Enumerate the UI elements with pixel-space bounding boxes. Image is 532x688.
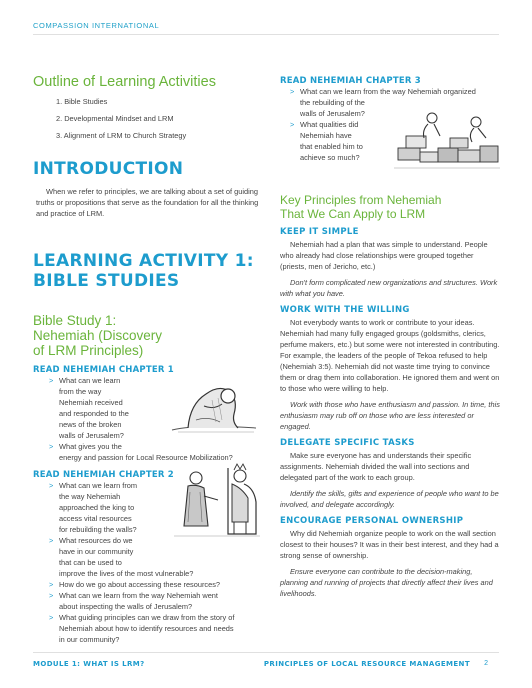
left-column xyxy=(33,60,263,645)
outline-item: 2. Developmental Mindset and LRM xyxy=(56,114,174,123)
chevron-right-icon: > xyxy=(49,536,54,545)
page-number: 2 xyxy=(484,660,488,667)
intro-text: When we refer to principles, we are talking about a set of guiding truths or propositions that serve as the foundation for all the thinking and practice of LRM. xyxy=(36,187,259,218)
principle-text: Make sure everyone has and understands their specific assignments. Nehemiah divided the wall into sections and delegated part of the work to each group. xyxy=(280,451,472,482)
principle-heading: KEEP IT SIMPLE xyxy=(280,227,359,237)
intro-title: INTRODUCTION xyxy=(33,159,184,179)
outline-item: 1. Bible Studies xyxy=(56,97,108,106)
learning-activity-title-line2: BIBLE STUDIES xyxy=(33,271,180,291)
key-principles-title-line2: That We Can Apply to LRM xyxy=(280,207,426,221)
chapter2-heading: READ NEHEMIAH CHAPTER 2 xyxy=(33,470,174,480)
nehemiah-mourning-illustration xyxy=(168,370,260,438)
bible-study-title xyxy=(33,313,263,358)
principle-takeaway: Don't form complicated new organizations and structures. Work with what you have. xyxy=(280,278,498,298)
principle-text: Why did Nehemiah organize people to work on the wall section closest to their houses? It was in their best interest, and they had a strong sense of ownership. xyxy=(280,529,499,560)
principle-section xyxy=(280,227,500,299)
nehemiah-before-king-illustration xyxy=(170,462,262,540)
principle-section xyxy=(280,438,500,510)
outline-title: Outline of Learning Activities xyxy=(33,74,216,90)
chevron-right-icon: > xyxy=(290,87,295,96)
principle-takeaway: Ensure everyone can contribute to the decision-making, planning and running of projects that directly affect their lives and livelihoods. xyxy=(280,567,493,598)
question-item: > What can we learn from the way Nehemiah approached the king to access vital resources for rebuilding the walls? xyxy=(49,481,138,534)
bible-study-title-line2: Nehemiah (Discovery xyxy=(33,328,163,343)
question-item: > What can we learn from the way Nehemiah organized the rebuilding of the walls of Jerusalem? xyxy=(290,87,476,118)
question-item: > What guiding principles can we draw from the story of Nehemiah about how to identify resources and needs in our community? xyxy=(49,613,235,644)
principle-text: Nehemiah had a plan that was simple to understand. People who already had close relationships were grouped together (priests, men of Jericho, etc.) xyxy=(280,240,488,271)
question-item: > What qualities did Nehemiah have that enabled him to achieve so much? xyxy=(290,120,363,162)
learning-activity-title xyxy=(33,251,263,291)
chevron-right-icon: > xyxy=(49,613,54,622)
question-item: > What gives you the energy and passion for Local Resource Mobilization? xyxy=(49,442,233,462)
principle-takeaway: Identify the skills, gifts and experience of people who want to be involved, and delegate accordingly. xyxy=(280,489,499,509)
principle-heading: ENCOURAGE PERSONAL OWNERSHIP xyxy=(280,516,464,526)
chapter1-heading: READ NEHEMIAH CHAPTER 1 xyxy=(33,365,174,375)
chevron-right-icon: > xyxy=(49,376,54,385)
header-divider xyxy=(33,34,499,35)
principle-text: Not everybody wants to work or contribute to your ideas. Nehemiah had many fully engaged groups (goldsmiths, clerics, perfume makers, etc.) but some were not interested in contributing. For example, the leaders of the people of Tekoa refused to help (Nehemiah 3:5). Nehemiah did not waste time trying to convince them or drag them into collaboration. He ignored them and went on to those who were willing to help. xyxy=(280,318,500,393)
chevron-right-icon: > xyxy=(49,580,54,589)
header-org: COMPASSION INTERNATIONAL xyxy=(33,21,160,30)
key-principles-title-line1: Key Principles from Nehemiah xyxy=(280,193,442,207)
chevron-right-icon: > xyxy=(49,591,54,600)
learning-activity-title-line1: LEARNING ACTIVITY 1: xyxy=(33,251,254,271)
question-item: > How do we go about accessing these resources? xyxy=(49,580,221,589)
question-item: > What resources do we have in our community that can be used to improve the lives of the most vulnerable? xyxy=(49,536,194,578)
chevron-right-icon: > xyxy=(49,481,54,490)
chapter3-heading: READ NEHEMIAH CHAPTER 3 xyxy=(280,76,421,86)
wall-rebuilding-illustration xyxy=(392,108,502,174)
chevron-right-icon: > xyxy=(290,120,295,129)
principle-takeaway: Work with those who have enthusiasm and passion. In time, this enthusiasm may rub off on those who are less interested or engaged. xyxy=(280,400,500,431)
footer-title: PRINCIPLES OF LOCAL RESOURCE MANAGEMENT xyxy=(263,660,470,668)
question-item: > What can we learn from the way Nehemiah received and responded to the news of the broken walls of Jerusalem? xyxy=(49,376,129,440)
chevron-right-icon: > xyxy=(49,442,54,451)
principle-heading: WORK WITH THE WILLING xyxy=(280,305,410,315)
footer-divider xyxy=(33,652,499,653)
bible-study-title-line1: Bible Study 1: xyxy=(33,313,117,328)
question-item: > What can we learn from the way Nehemiah went about inspecting the walls of Jerusalem? xyxy=(49,591,218,611)
principle-section xyxy=(280,516,500,599)
bible-study-title-line3: of LRM Principles) xyxy=(33,343,144,358)
footer-module: MODULE 1: WHAT IS LRM? xyxy=(33,660,145,668)
key-principles-title xyxy=(280,193,500,221)
outline-list xyxy=(33,97,263,141)
principle-section xyxy=(280,305,500,432)
outline-item: 3. Alignment of LRM to Church Strategy xyxy=(56,131,187,140)
principle-heading: DELEGATE SPECIFIC TASKS xyxy=(280,438,415,448)
